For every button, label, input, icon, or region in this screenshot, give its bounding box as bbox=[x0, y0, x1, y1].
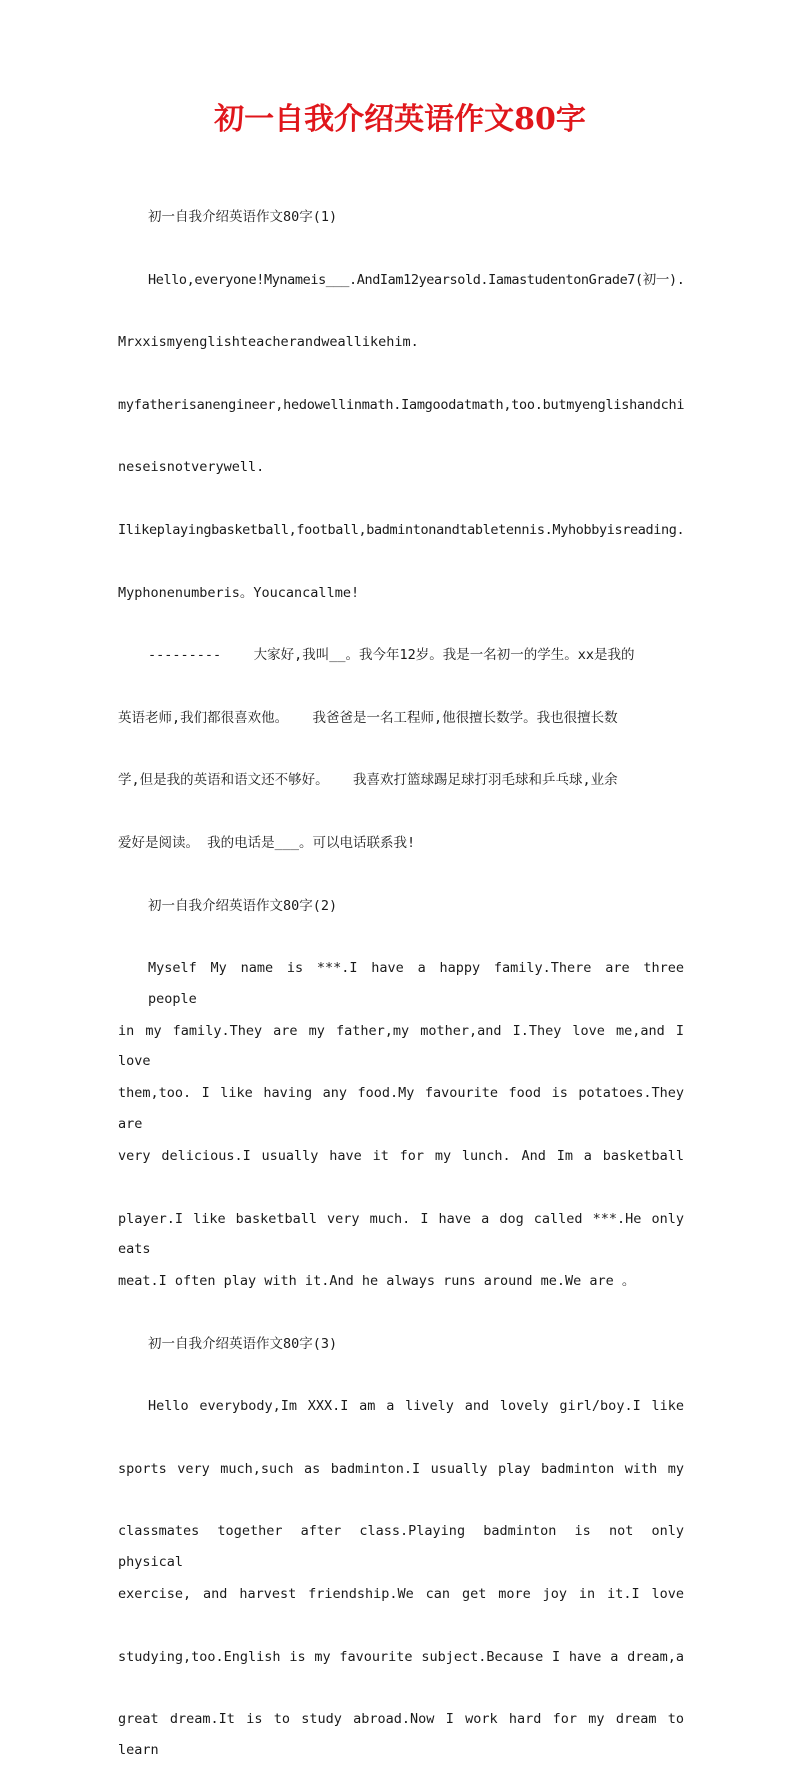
paragraph-line: Mrxxismyenglishteacherandweallikehim. bbox=[118, 334, 419, 351]
paragraph-line: Hello everybody,Im XXX.I am a lively and lovely girl/boy.I like bbox=[148, 1398, 684, 1415]
paragraph-line: exercise, and harvest friendship.We can get more joy in it.I love bbox=[118, 1586, 684, 1603]
paragraph-line: meat.I often play with it.And he always runs around me.We are 。 bbox=[118, 1273, 636, 1290]
document-body bbox=[118, 170, 684, 1767]
paragraph-line: studying,too.English is my favourite subject.Because I have a dream,a bbox=[118, 1648, 684, 1665]
paragraph-line: them,too. I like having any food.My favourite food is potatoes.They are bbox=[118, 1085, 684, 1132]
document-title: 初一自我介绍英语作文80字 bbox=[214, 102, 586, 137]
paragraph-line: Ilikeplayingbasketball,football,badmintonandtabletennis.Myhobbyisreading. bbox=[118, 521, 685, 538]
paragraph-line: in my family.They are my father,my mother,and I.They love me,and I love bbox=[118, 1022, 684, 1070]
section-heading-1: 初一自我介绍英语作文80字(1) bbox=[148, 209, 338, 225]
paragraph-line: 爱好是阅读。 我的电话是___。可以电话联系我! bbox=[118, 834, 416, 851]
paragraph-line: 学,但是我的英语和语文还不够好。 我喜欢打篮球踢足球打羽毛球和乒乓球,业余 bbox=[118, 772, 618, 789]
paragraph-line: classmates together after class.Playing badminton is not only physical bbox=[118, 1523, 684, 1571]
paragraph-line: player.I like basketball very much. I have a dog called ***.He only eats bbox=[118, 1210, 684, 1258]
paragraph-line: 英语老师,我们都很喜欢他。 我爸爸是一名工程师,他很擅长数学。我也很擅长数 bbox=[118, 709, 618, 726]
paragraph-line: great dream.It is to study abroad.Now I work hard for my dream to learn bbox=[118, 1711, 684, 1758]
paragraph-line: sports very much,such as badminton.I usually play badminton with my bbox=[118, 1460, 684, 1477]
paragraph-line: Hello,everyone!Mynameis___.AndIam12yearsold.IamastudentonGrade7(初一). bbox=[148, 271, 685, 288]
section-heading-3: 初一自我介绍英语作文80字(3) bbox=[148, 1335, 338, 1352]
paragraph-line: Myself My name is ***.I have a happy family.There are three people bbox=[148, 960, 684, 1007]
paragraph-line: neseisnotverywell. bbox=[118, 459, 265, 476]
paragraph-line: myfatherisanengineer,hedowellinmath.Iamgoodatmath,too.butmyenglishandchi bbox=[118, 396, 685, 413]
section-heading-2: 初一自我介绍英语作文80字(2) bbox=[148, 897, 338, 914]
paragraph-line: Myphonenumberis。Youcancallme! bbox=[118, 584, 360, 601]
paragraph-line: very delicious.I usually have it for my lunch. And Im a basketball bbox=[118, 1147, 684, 1164]
paragraph-line: --------- 大家好,我叫__。我今年12岁。我是一名初一的学生。xx是我的 bbox=[148, 647, 635, 664]
